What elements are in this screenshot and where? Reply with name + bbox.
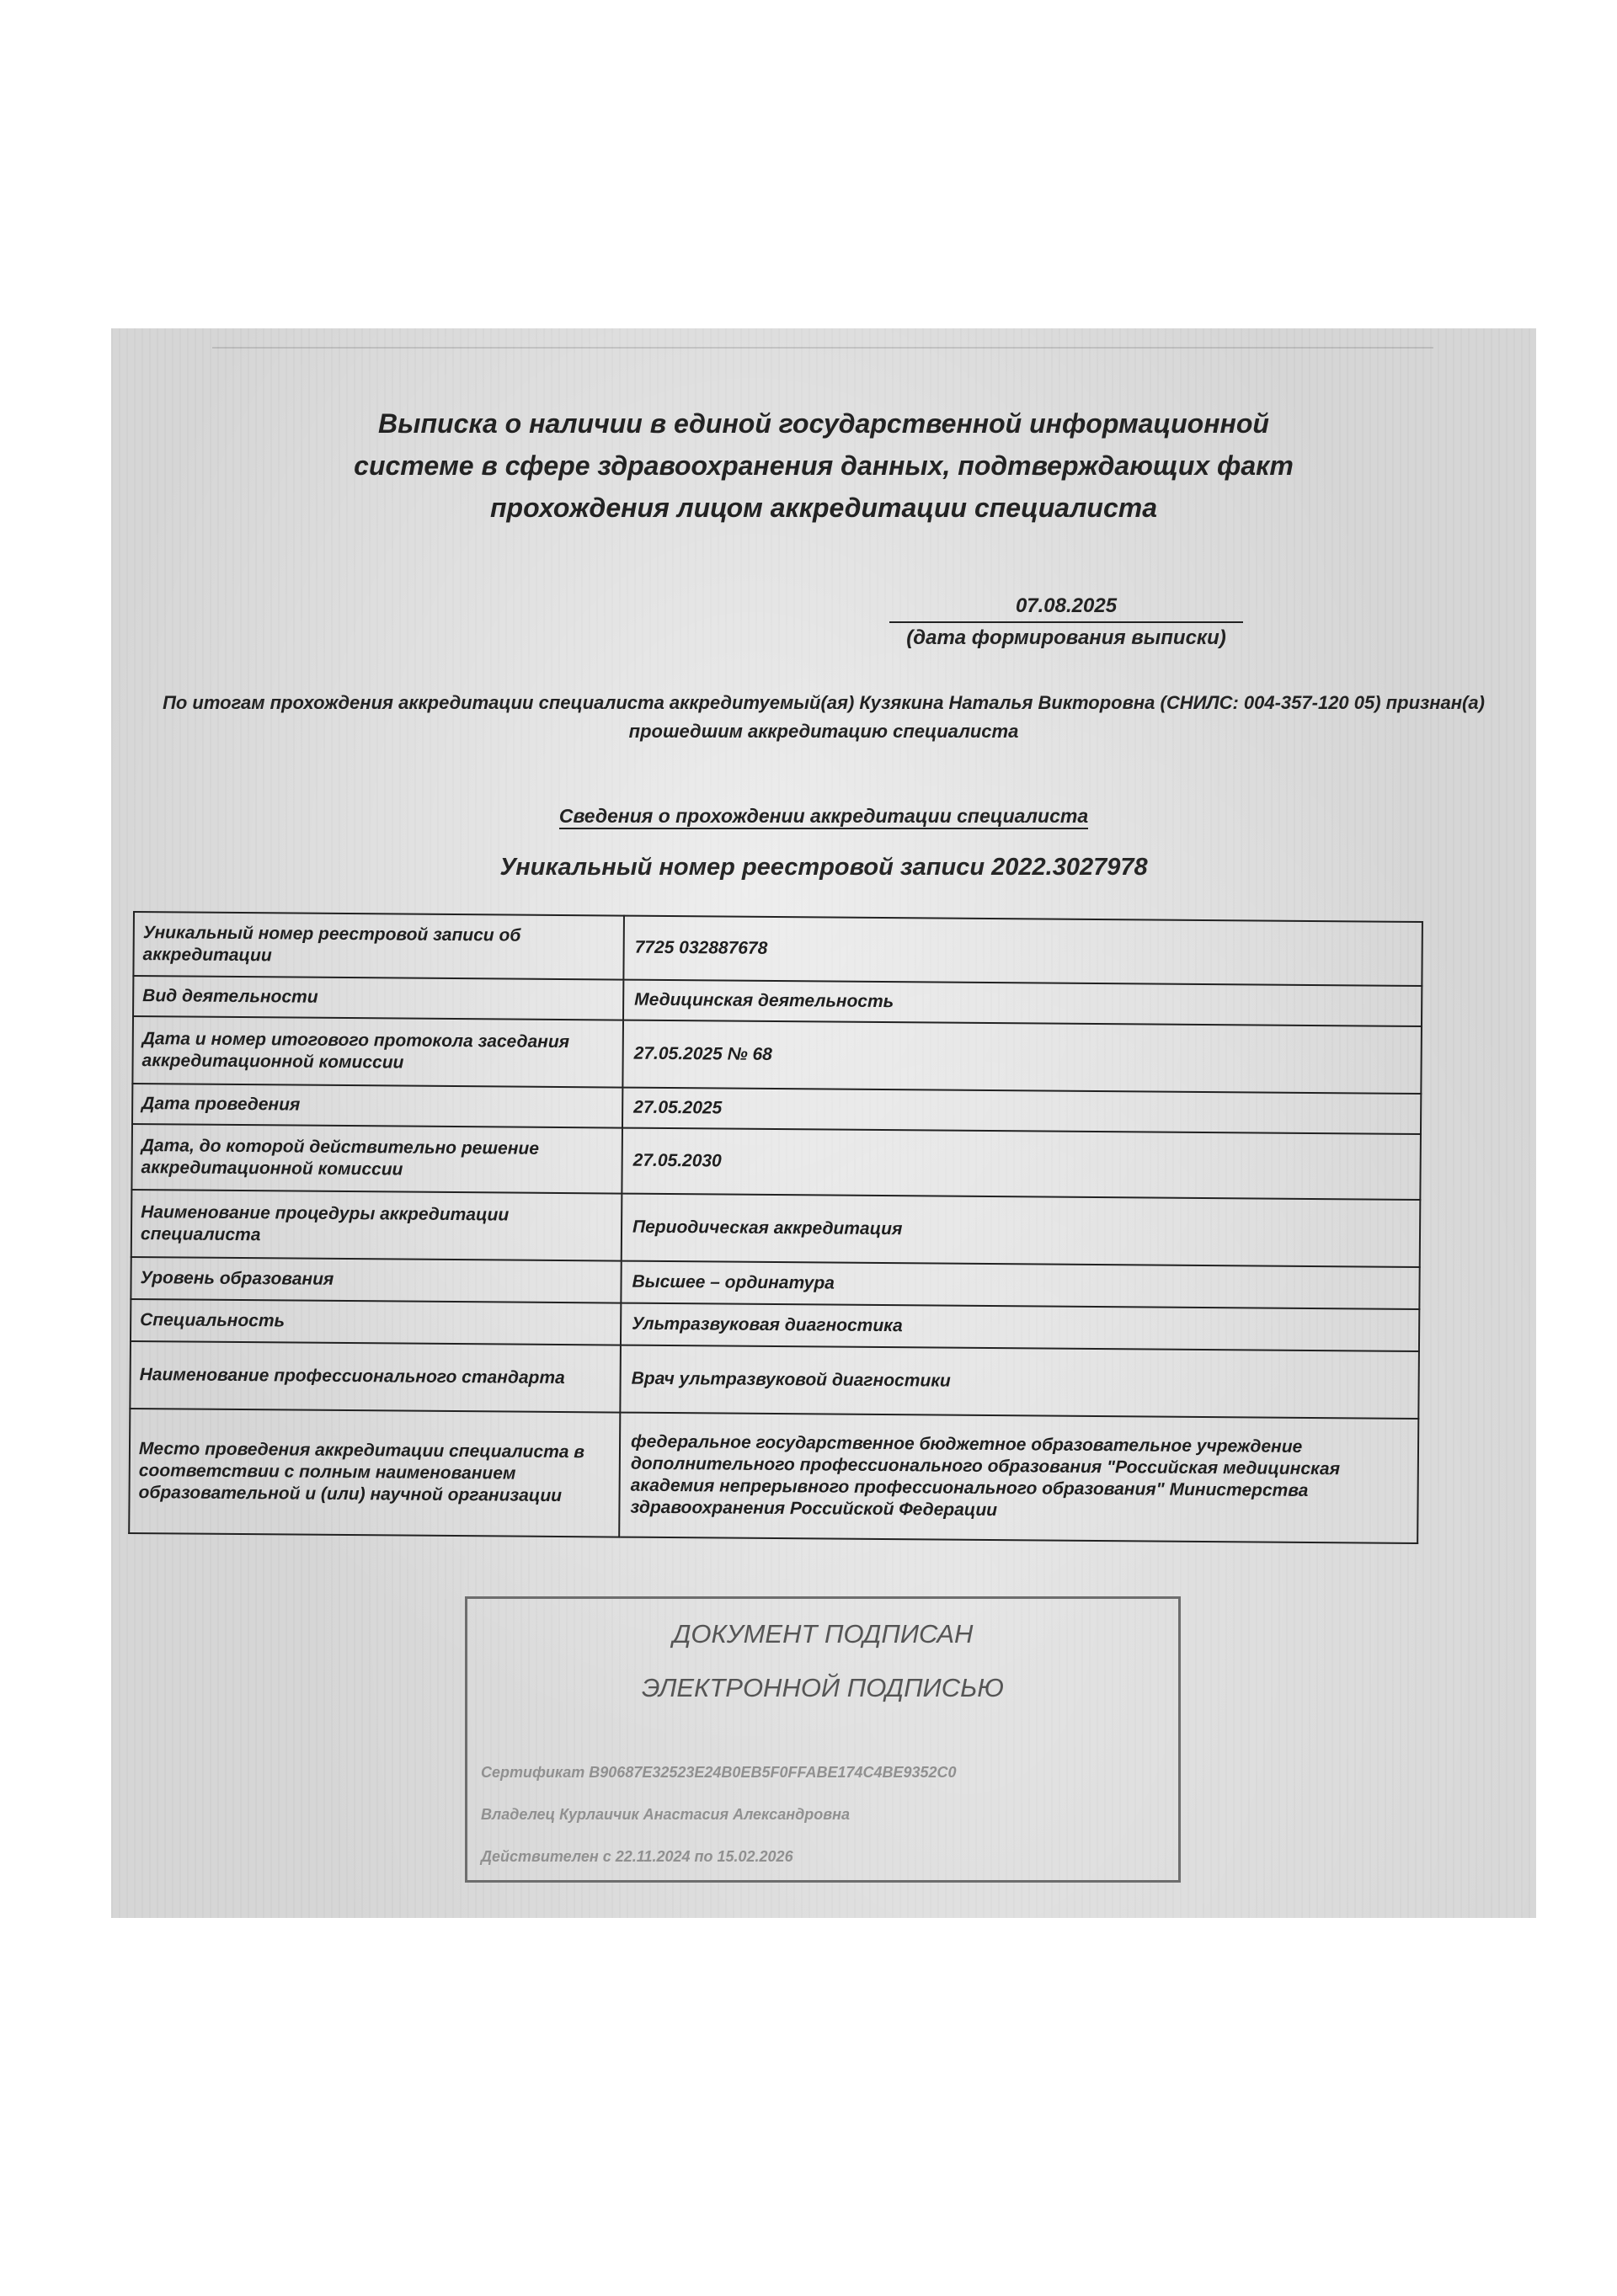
- row-label: Специальность: [131, 1299, 621, 1345]
- row-label: Наименование процедуры аккредитации специалиста: [131, 1190, 622, 1261]
- table-row: [131, 1190, 1421, 1267]
- row-value: 7725 032887678: [623, 916, 1422, 986]
- accreditation-details-table: [128, 911, 1423, 1544]
- section-title-text: Сведения о прохождении аккредитации специалиста: [559, 805, 1088, 829]
- cropped-header-edge: [212, 328, 1433, 349]
- row-value: Высшее – ординатура: [621, 1261, 1419, 1309]
- scanned-page: [111, 328, 1536, 1918]
- row-label: Уровень образования: [131, 1257, 621, 1303]
- row-label: Дата, до которой действительно решение аккредитационной комиссии: [131, 1124, 622, 1194]
- row-value: 27.05.2025 № 68: [622, 1020, 1422, 1094]
- row-label: Наименование профессионального стандарта: [130, 1341, 621, 1413]
- row-value: Периодическая аккредитация: [622, 1194, 1421, 1267]
- signature-owner: Владелец Курлаичик Анастасия Александровна: [481, 1806, 850, 1823]
- row-label: Место проведения аккредитации специалиста в соответствии с полным наименованием образовательной и (или) научной организации: [129, 1409, 620, 1537]
- electronic-signature-stamp: [465, 1596, 1181, 1883]
- stamp-title-line: ДОКУМЕНТ ПОДПИСАН: [672, 1619, 974, 1649]
- document-title: [111, 402, 1536, 529]
- issue-date-caption: (дата формирования выписки): [906, 626, 1226, 649]
- row-label: Вид деятельности: [133, 976, 623, 1020]
- row-label: Дата проведения: [132, 1084, 622, 1128]
- registry-number-line: Уникальный номер реестровой записи 2022.3027978: [499, 854, 1148, 881]
- row-value: Медицинская деятельность: [623, 980, 1422, 1026]
- row-value: Ультразвуковая диагностика: [621, 1303, 1419, 1351]
- issue-date: 07.08.2025: [889, 594, 1243, 623]
- row-value: 27.05.2030: [622, 1128, 1421, 1200]
- table-row: [130, 1341, 1419, 1419]
- accreditation-statement: По итогам прохождения аккредитации специалиста аккредитуемый(ая) Кузякина Наталья Викторовна (СНИЛС: 004-357-120 05) признан(а) прошедшим аккредитацию специалиста: [163, 692, 1485, 742]
- signature-certificate: Сертификат B90687E32523E24B0EB5F0FFABE174C4BE9352C0: [481, 1764, 957, 1781]
- document-title-line: прохождения лицом аккредитации специалиста: [490, 493, 1157, 523]
- signature-validity: Действителен с 22.11.2024 по 15.02.2026: [481, 1848, 793, 1865]
- document-title-line: Выписка о наличии в единой государственной информационной: [378, 408, 1269, 439]
- document-title-line: системе в сфере здравоохранения данных, подтверждающих факт: [354, 450, 1294, 481]
- row-value: федеральное государственное бюджетное образовательное учреждение дополнительного профессионального образования "Российская медицинская академия непрерывного профессионального образования" Министерства здравоохранения Российской Федерации: [619, 1413, 1418, 1543]
- section-title: [111, 805, 1536, 828]
- table-row: [129, 1409, 1418, 1543]
- row-value: Врач ультразвуковой диагностики: [620, 1345, 1419, 1419]
- stamp-title-line: ЭЛЕКТРОННОЙ ПОДПИСЬЮ: [642, 1673, 1004, 1702]
- issue-date-block: [889, 594, 1243, 650]
- table-row: [133, 912, 1422, 986]
- row-label: Уникальный номер реестровой записи об аккредитации: [133, 912, 624, 980]
- row-value: 27.05.2025: [622, 1088, 1421, 1134]
- table-row: [131, 1124, 1421, 1200]
- table-row: [132, 1016, 1422, 1094]
- row-label: Дата и номер итогового протокола заседания аккредитационной комиссии: [132, 1016, 623, 1088]
